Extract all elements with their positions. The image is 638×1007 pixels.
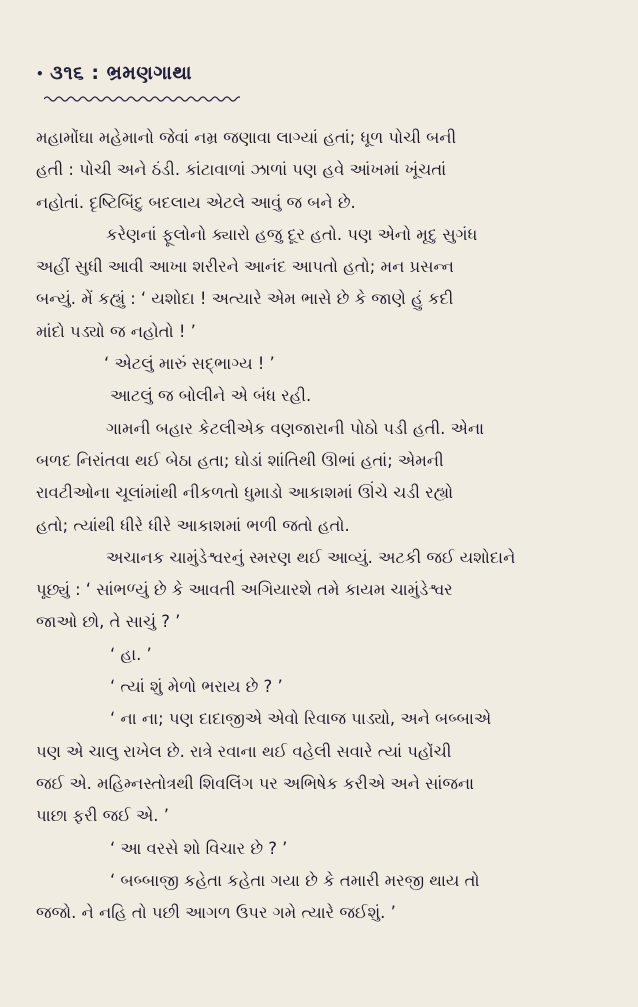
book-title: ભ્રમણગાથા — [106, 62, 193, 84]
text-line: ‘ ના ના; પણ દાદાજીએ એવો રિવાજ પાડ્યો, અને બબ્બાએ — [110, 709, 492, 729]
text-line: જઈ એ. મહિમ્નસ્તોત્રથી શિવલિંગ પર અભિષેક કરીએ અને સાંજના — [36, 773, 475, 793]
text-line: જાઓ છો, તે સાચું ? ’ — [36, 612, 181, 632]
text-line: રાવટીઓના ચૂલાંમાંથી નીકળતો ધુમાડો આકાશમાં ઊંચે ચડી રહ્યો — [36, 483, 454, 503]
text-line: બન્યું. મેં કહ્યું : ‘ યશોદા ! અત્યારે એમ ભાસે છે કે જાણે હું કદી — [36, 289, 454, 309]
text-line: અચાનક ચામુંડેશ્વરનું સ્મરણ થઈ આવ્યું. અટકી જઈ યશોદાને — [106, 547, 516, 567]
text-line: ‘ હા. ’ — [110, 644, 152, 664]
text-line: ‘ ત્યાં શું મેળો ભરાય છે ? ’ — [110, 677, 283, 697]
text-line: નહોતાં. દૃષ્ટિબિંદુ બદલાય એટલે આવું જ બને છે. — [36, 192, 356, 212]
text-line: હતી : પોચી અને ઠંડી. કાંટાવાળાં ઝાળાં પણ હવે આંખમાં ખૂંચતાં — [36, 160, 447, 180]
text-line: હતો; ત્યાંથી ધીરે ધીરે આકાશમાં ભળી જતો હતો. — [36, 515, 350, 535]
text-line: ‘ એટલું મારું સદ્ભાગ્ય ! ’ — [104, 354, 275, 374]
text-line: ગામની બહાર કેટલીએક વણજારાની પોઠો પડી હતી. એના — [106, 418, 485, 438]
body-text — [36, 122, 600, 929]
text-line: પણ એ ચાલુ રાખેલ છે. રાત્રે રવાના થઈ વહેલી સવારે ત્યાં પહોંચી — [36, 741, 452, 761]
page-number: ૩૧૬ — [50, 62, 85, 84]
text-line: ‘ બબ્બાજી કહેતા કહેતા ગયા છે કે તમારી મરજી થાય તો — [110, 870, 480, 890]
text-line: જજો. ને નહિ તો પછી આગળ ઉપર ગમે ત્યારે જઈશું. ’ — [36, 903, 396, 923]
text-line: મહામોંઘા મહેમાનો જેવાં નમ્ર જણાવા લાગ્યાં હતાં; ધૂળ પોચી બની — [36, 128, 457, 147]
running-header — [36, 62, 192, 84]
text-line: માંદો પડ્યો જ નહોતો ! ’ — [36, 321, 196, 341]
text-line: બળદ નિરાંતવા થઈ બેઠા હતા; ઘોડાં શાંતિથી ઊભાં હતાં; એમની — [36, 450, 444, 470]
wavy-underline-decoration — [44, 94, 240, 104]
header-separator: : — [91, 62, 100, 84]
text-line: પાછા ફરી જઈ એ. ’ — [36, 806, 169, 826]
text-line: આટલું જ બોલીને એ બંધ રહી. — [110, 386, 312, 406]
header-bullet: • — [36, 66, 45, 81]
text-line: ‘ આ વરસે શો વિચાર છે ? ’ — [110, 838, 288, 858]
text-line: કરેણનાં ફૂલોનો ક્યારો હજુ દૂર હતો. પણ એનો મૃદુ સુગંધ — [106, 224, 478, 244]
text-line: અહીં સુધી આવી આખા શરીરને આનંદ આપતો હતો; મન પ્રસન્ન — [36, 257, 454, 277]
text-line: પૂછ્યું : ‘ સાંભળ્યું છે કે આવતી અગિયારશે તમે કાયમ ચામુંડેશ્વર — [36, 580, 453, 600]
